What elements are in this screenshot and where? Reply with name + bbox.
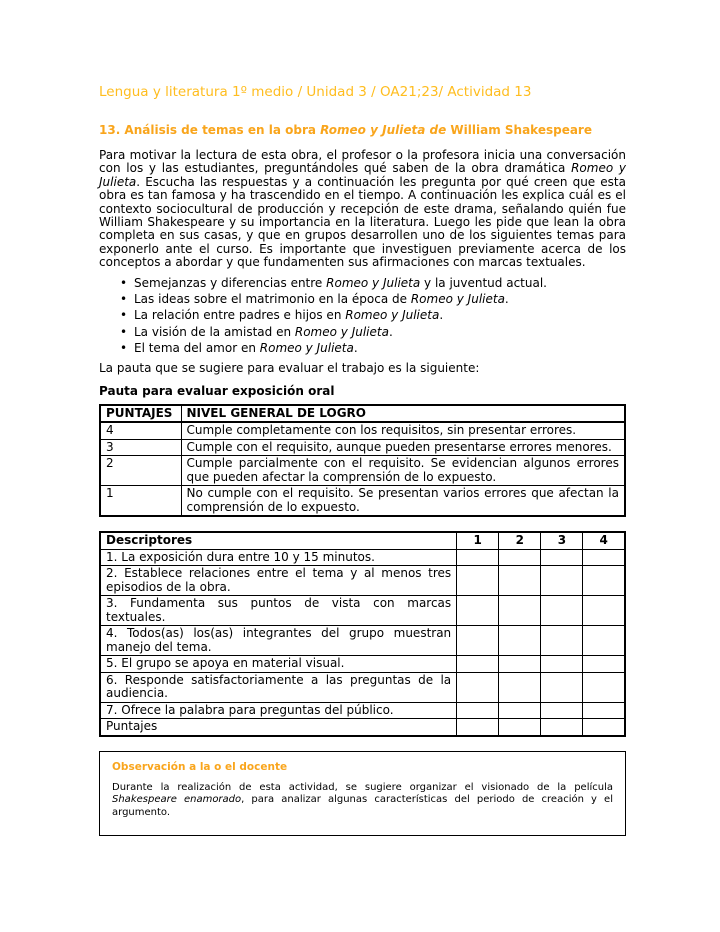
descriptors-table: [99, 531, 626, 737]
topic-text: La relación entre padres e hijos en: [134, 308, 346, 323]
descriptor-row: [100, 656, 625, 673]
topic-text: Las ideas sobre el matrimonio en la época de: [134, 292, 411, 307]
descriptor-score-cell-3: [541, 702, 583, 719]
descriptor-score-cell-1: [457, 566, 499, 596]
descriptor-score-cell-4: [583, 549, 625, 566]
descriptor-row: [100, 596, 625, 626]
score-value-cell: 3: [100, 439, 181, 456]
intro-text-cont: . Escucha las respuestas y a continuación les pregunta por qué creen que esta obra es tan famosa y ha trascendido en el tiempo. A continuación les explica cuál es el contexto sociocultural de producción y recepción de este drama, señalando quién fue William Shakespeare y su importancia en la literatura. Luego les pide que lean la obra completa en sus casas, y que en grupos desarrollen uno de los siguientes temas para exponerlo ante el curso. Es importante que investiguen previamente acerca de los conceptos a abordar y que fundamenten sus afirmaciones con marcas textuales.: [99, 174, 626, 270]
descriptor-label-cell: 6. Responde satisfactoriamente a las preguntas de la audiencia.: [100, 672, 457, 702]
score-table-header-nivel: NIVEL GENERAL DE LOGRO: [181, 405, 625, 423]
teacher-note-box: [99, 751, 626, 837]
topic-text-cont: .: [439, 308, 444, 323]
score-table-row: [100, 486, 625, 517]
descriptor-score-cell-3: [541, 566, 583, 596]
score-desc-cell: Cumple completamente con los requisitos, sin presentar errores.: [181, 422, 625, 439]
descriptors-header-2: 2: [499, 532, 541, 549]
activity-title-text: 13. Análisis de temas en la obra: [99, 123, 321, 137]
descriptor-score-cell-1: [457, 549, 499, 566]
activity-title-author: William Shakespeare: [446, 123, 592, 137]
descriptors-header-4: 4: [583, 532, 625, 549]
descriptor-label-cell: 1. La exposición dura entre 10 y 15 minutos.: [100, 549, 457, 566]
topic-text-cont: .: [504, 292, 509, 307]
descriptor-label-cell: 3. Fundamenta sus puntos de vista con marcas textuales.: [100, 596, 457, 626]
descriptor-score-cell-1: [457, 719, 499, 736]
descriptor-row: [100, 549, 625, 566]
descriptor-label-cell: 5. El grupo se apoya en material visual.: [100, 656, 457, 673]
score-table-row: [100, 422, 625, 439]
descriptor-score-cell-3: [541, 596, 583, 626]
descriptor-score-cell-4: [583, 656, 625, 673]
descriptor-score-cell-2: [499, 672, 541, 702]
descriptor-score-cell-2: [499, 702, 541, 719]
descriptor-score-cell-3: [541, 549, 583, 566]
score-desc-cell: Cumple con el requisito, aunque pueden presentarse errores menores.: [181, 439, 625, 456]
descriptor-score-cell-2: [499, 626, 541, 656]
topic-item: [99, 277, 626, 290]
descriptor-score-cell-1: [457, 656, 499, 673]
descriptors-header-3: 3: [541, 532, 583, 549]
descriptor-row: [100, 719, 625, 736]
descriptor-label-cell: 4. Todos(as) los(as) integrantes del grupo muestran manejo del tema.: [100, 626, 457, 656]
descriptor-score-cell-1: [457, 596, 499, 626]
descriptor-row: [100, 566, 625, 596]
topic-italic-title: Romeo y Julieta: [326, 275, 421, 290]
descriptor-score-cell-4: [583, 702, 625, 719]
descriptor-score-cell-4: [583, 566, 625, 596]
activity-title-italic: Romeo y Julieta de: [320, 123, 447, 137]
breadcrumb: Lengua y literatura 1º medio / Unidad 3 / OA21;23/ Actividad 13: [99, 84, 532, 100]
descriptor-row: [100, 702, 625, 719]
descriptor-label-cell: Puntajes: [100, 719, 457, 736]
descriptor-score-cell-3: [541, 626, 583, 656]
intro-italic-title: Romeo y Julieta: [99, 161, 627, 189]
topic-text-cont: y la juventud actual.: [420, 275, 547, 290]
topic-italic-title: Romeo y Julieta: [259, 341, 354, 356]
teacher-note-title: Observación a la o el docente: [112, 760, 288, 773]
descriptor-score-cell-4: [583, 596, 625, 626]
topic-text: La visión de la amistad en: [134, 324, 295, 339]
topic-item: [99, 342, 626, 355]
topic-text: El tema del amor en: [134, 341, 260, 356]
descriptors-header-1: 1: [457, 532, 499, 549]
note-text-cont: , para analizar algunas características del periodo de creación y el argumento.: [112, 794, 613, 818]
topic-item: [99, 326, 626, 339]
teacher-note-body: [112, 782, 613, 820]
topic-italic-title: Romeo y Julieta: [345, 308, 440, 323]
topic-item: [99, 309, 626, 322]
descriptor-score-cell-4: [583, 719, 625, 736]
topic-italic-title: Romeo y Julieta: [410, 292, 505, 307]
topic-text-cont: .: [388, 324, 393, 339]
descriptor-score-cell-4: [583, 626, 625, 656]
score-levels-table: [99, 404, 626, 518]
note-movie-title: Shakespeare enamorado: [112, 794, 242, 805]
score-desc-cell: No cumple con el requisito. Se presentan varios errores que afectan la comprensión de lo expuesto.: [181, 486, 625, 517]
descriptor-score-cell-2: [499, 656, 541, 673]
score-table-header-puntajes: PUNTAJES: [100, 405, 181, 423]
score-table-header-row: [100, 405, 625, 423]
descriptor-score-cell-4: [583, 672, 625, 702]
descriptor-score-cell-1: [457, 702, 499, 719]
descriptor-label-cell: 2. Establece relaciones entre el tema y al menos tres episodios de la obra.: [100, 566, 457, 596]
score-value-cell: 4: [100, 422, 181, 439]
score-value-cell: 2: [100, 456, 181, 486]
descriptor-score-cell-1: [457, 672, 499, 702]
descriptor-score-cell-1: [457, 626, 499, 656]
activity-title: [99, 123, 626, 137]
rubric-title: Pauta para evaluar exposición oral: [99, 384, 335, 399]
descriptor-score-cell-2: [499, 719, 541, 736]
rubric-intro-line: La pauta que se sugiere para evaluar el trabajo es la siguiente:: [99, 360, 480, 375]
document-page: [99, 85, 626, 836]
descriptors-header-label: Descriptores: [100, 532, 457, 549]
topic-text-cont: .: [353, 341, 358, 356]
topic-text: Semejanzas y diferencias entre: [134, 275, 327, 290]
descriptor-label-cell: 7. Ofrece la palabra para preguntas del público.: [100, 702, 457, 719]
score-value-cell: 1: [100, 486, 181, 517]
topic-item: [99, 293, 626, 306]
topics-list: [99, 277, 626, 356]
descriptor-score-cell-3: [541, 719, 583, 736]
note-text: Durante la realización de esta actividad, se sugiere organizar el visionado de la película: [112, 781, 613, 793]
descriptor-row: [100, 626, 625, 656]
score-table-row: [100, 439, 625, 456]
descriptor-score-cell-2: [499, 596, 541, 626]
descriptor-score-cell-3: [541, 656, 583, 673]
descriptors-header-row: [100, 532, 625, 549]
score-desc-cell: Cumple parcialmente con el requisito. Se evidencian algunos errores que pueden afectar la comprensión de lo expuesto.: [181, 456, 625, 486]
descriptor-score-cell-2: [499, 566, 541, 596]
topic-italic-title: Romeo y Julieta: [294, 324, 389, 339]
intro-text: Para motivar la lectura de esta obra, el profesor o la profesora inicia una conversación con los y las estudiantes, preguntándoles qué saben de la obra dramática: [99, 148, 626, 176]
intro-paragraph: [99, 149, 626, 270]
descriptor-score-cell-2: [499, 549, 541, 566]
descriptor-score-cell-3: [541, 672, 583, 702]
score-table-row: [100, 456, 625, 486]
descriptor-row: [100, 672, 625, 702]
